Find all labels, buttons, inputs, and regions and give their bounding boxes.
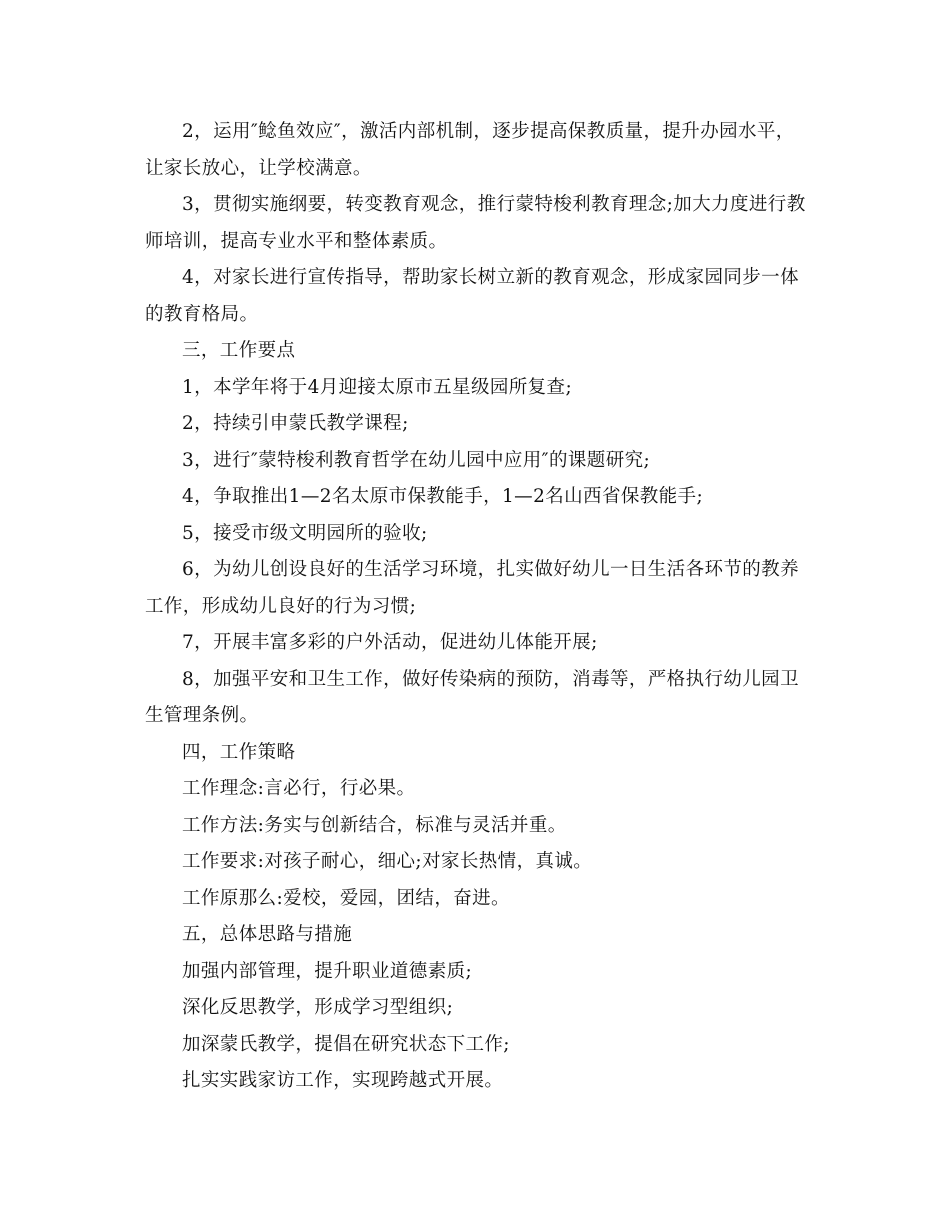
list-item: 8，加强平安和卫生工作，做好传染病的预防，消毒等，严格执行幼儿园卫生管理条例。 bbox=[145, 668, 799, 726]
list-item: 6，为幼儿创设良好的生活学习环境，扎实做好幼儿一日生活各环节的教养工作，形成幼儿良好的行为习惯; bbox=[145, 559, 799, 617]
document-body bbox=[145, 114, 810, 1100]
paragraph: 2，运用″鲶鱼效应″，激活内部机制，逐步提高保教质量，提升办园水平，让家长放心，让学校满意。 bbox=[145, 121, 795, 179]
list-item: 7，开展丰富多彩的户外活动，促进幼儿体能开展; bbox=[182, 632, 598, 653]
paragraph: 加强内部管理，提升职业道德素质; bbox=[182, 960, 473, 982]
list-item: 2，持续引申蒙氏教学课程; bbox=[182, 413, 409, 434]
list-item: 1，本学年将于4月迎接太原市五星级园所复查; bbox=[182, 376, 573, 398]
paragraph: 工作要求:对孩子耐心，细心;对家长热情，真诚。 bbox=[182, 851, 593, 872]
paragraph: 加深蒙氏教学，提倡在研究状态下工作; bbox=[182, 1033, 510, 1055]
section-heading: 五，总体思路与措施 bbox=[182, 924, 353, 945]
paragraph: 深化反思教学，形成学习型组织; bbox=[182, 997, 454, 1018]
section-heading: 三，工作要点 bbox=[182, 340, 296, 361]
list-item: 4，争取推出1—2名太原市保教能手，1—2名山西省保教能手; bbox=[182, 486, 704, 507]
paragraph: 3，贯彻实施纲要，转变教育观念，推行蒙特梭利教育理念;加大力度进行教师培训，提高专业水平和整体素质。 bbox=[145, 194, 806, 252]
paragraph: 工作原那么:爱校，爱园，团结，奋进。 bbox=[182, 887, 510, 909]
paragraph: 工作理念:言必行，行必果。 bbox=[182, 778, 416, 799]
list-item: 3，进行″蒙特梭利教育哲学在幼儿园中应用″的课题研究; bbox=[182, 449, 651, 471]
paragraph: 扎实实践家访工作，实现跨越式开展。 bbox=[182, 1070, 504, 1091]
list-item: 5，接受市级文明园所的验收; bbox=[182, 522, 428, 544]
paragraph: 工作方法:务实与创新结合，标准与灵活并重。 bbox=[182, 814, 567, 836]
paragraph: 4，对家长进行宣传指导，帮助家长树立新的教育观念，形成家园同步一体的教育格局。 bbox=[145, 267, 799, 325]
section-heading: 四，工作策略 bbox=[182, 741, 296, 763]
